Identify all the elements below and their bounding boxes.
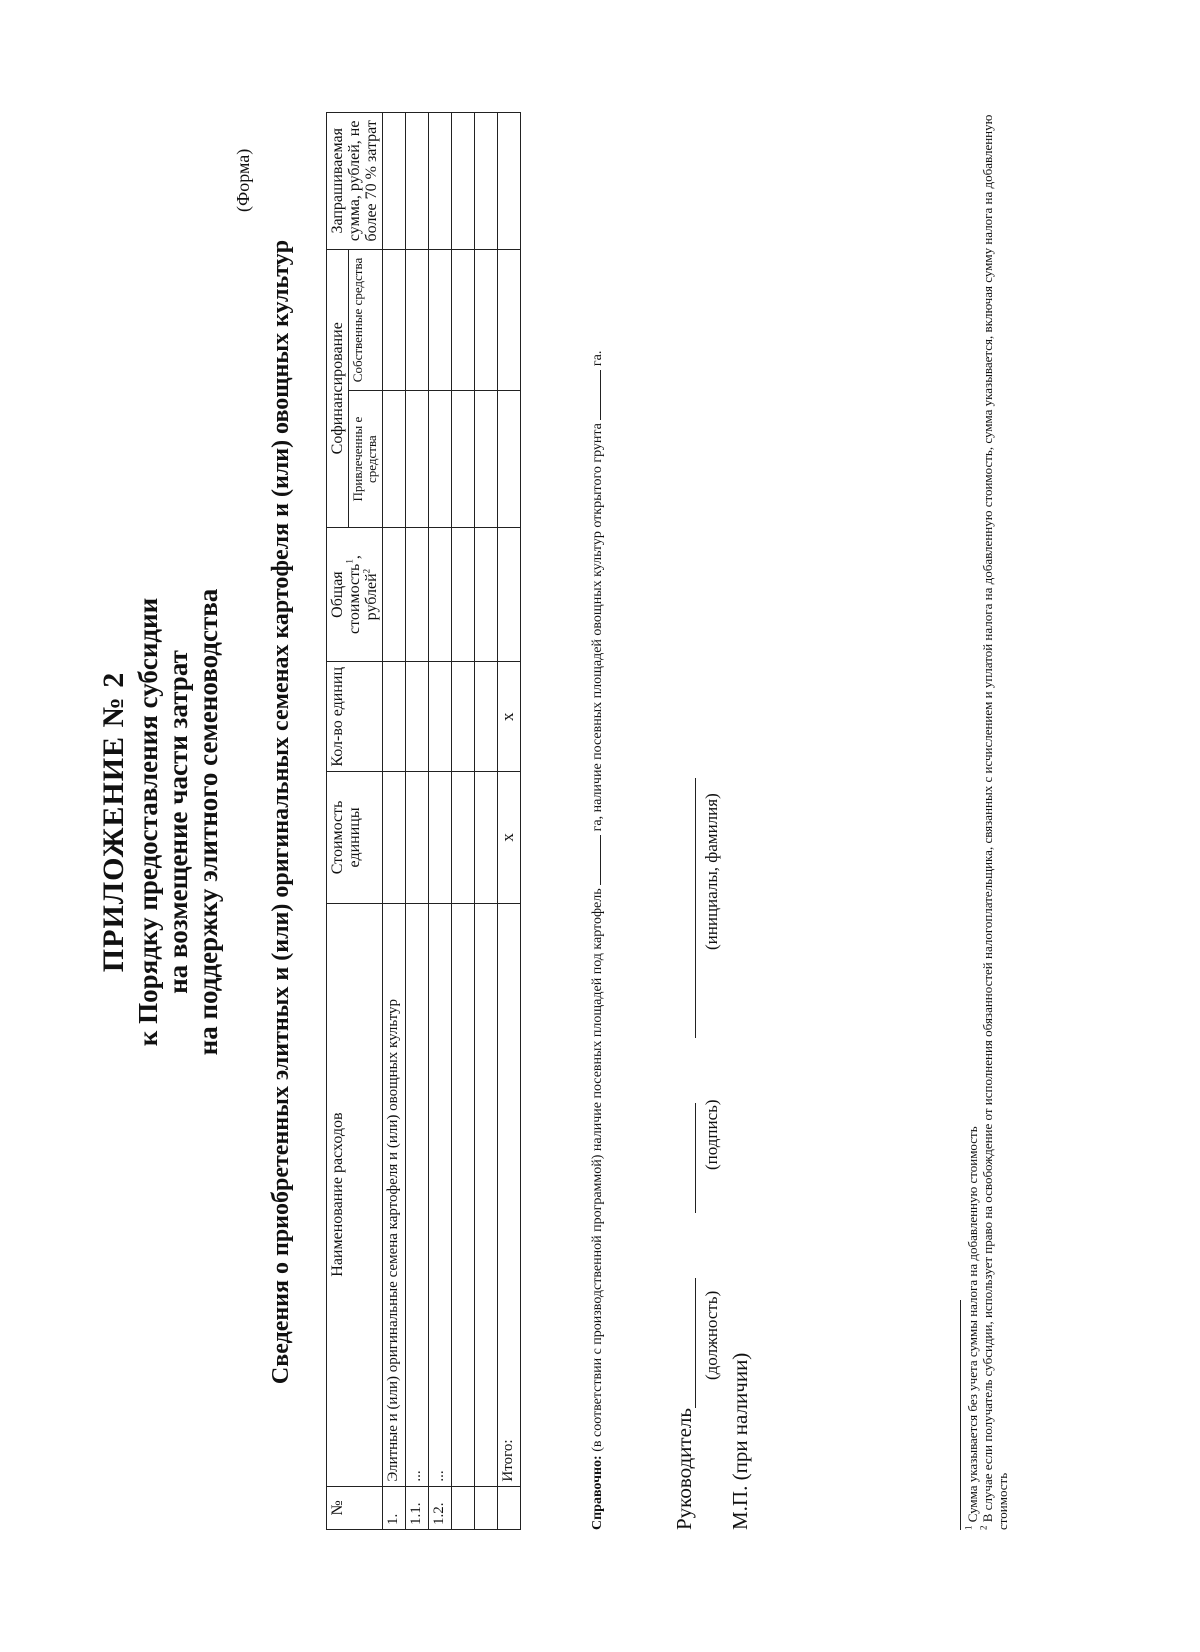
cell (498, 113, 521, 250)
reference-label: Справочно: (590, 1455, 605, 1530)
cell (406, 662, 429, 772)
cell (406, 113, 429, 250)
row-name (475, 903, 498, 1486)
cell (383, 249, 406, 391)
cell (498, 527, 521, 661)
cell (383, 391, 406, 528)
cell (406, 772, 429, 903)
header-total-unit: рублей (363, 573, 380, 621)
header-line-3: на поддержку элитного семеноводства (193, 588, 223, 1056)
footnotes (960, 90, 1010, 1530)
cell (452, 662, 475, 772)
cell (475, 662, 498, 772)
header-cofinancing: Софинансирование (327, 249, 349, 527)
cell (429, 113, 452, 250)
signature-caption: (подпись) (702, 1099, 721, 1170)
signature-head-label: Руководитель (672, 1408, 696, 1530)
footnote-1-text: Сумма указывается без учета суммы налога на добавленную стоимость (965, 1126, 980, 1523)
header-num: № (327, 1486, 383, 1529)
vegetable-area-field[interactable] (588, 370, 601, 420)
row-num: 1.2. (429, 1486, 452, 1529)
header-total: Общая стоимость$^1$, рублей$^2$ (327, 527, 383, 661)
header-requested: Запрашиваемая сумма, рублей, не более 70 % затрат (327, 113, 383, 250)
row-name: Элитные и (или) оригинальные семена картофеля и (или) овощных культур (383, 903, 406, 1486)
cell (406, 249, 429, 391)
cell (406, 391, 429, 528)
cell (475, 391, 498, 528)
cell (498, 249, 521, 391)
cell (475, 772, 498, 903)
cell (452, 527, 475, 661)
table-row (429, 113, 452, 1530)
stamp-label: М.П. (при наличии) (728, 1352, 752, 1530)
cell (383, 113, 406, 250)
reference-note (588, 110, 606, 1530)
cell (452, 391, 475, 528)
row-num: 1. (383, 1486, 406, 1529)
total-unit-price: х (498, 772, 521, 903)
section-title: Сведения о приобретенных элитных и (или) оригинальных семенах картофеля и (или) овощных культур (268, 239, 294, 1385)
table-row (383, 113, 406, 1530)
position-field[interactable] (677, 1278, 696, 1408)
cell (452, 772, 475, 903)
cell (383, 527, 406, 661)
reference-text-2: га, наличие посевных площадей овощных культур открытого грунта (590, 423, 605, 832)
header-attracted: Привлеченны е средства (349, 391, 383, 528)
table-row (406, 113, 429, 1530)
document-header (95, 372, 223, 1272)
row-name: ... (406, 903, 429, 1486)
header-line-2: на возмещение части затрат (163, 650, 193, 994)
footnote-2-text: В случае если получатель субсидии, использует право на освобождение от исполнения обязанностей налогоплательщика, связанных с исчислением и уплатой налога на добавленную стоимость, сумма указывается, включая сумму налога на добавленную стоимость (980, 114, 1010, 1530)
header-own: Собственные средства (349, 249, 383, 391)
reference-text-3: га. (590, 350, 605, 367)
header-unit-price: Стоимость единицы (327, 772, 383, 903)
cell (383, 662, 406, 772)
cell (452, 113, 475, 250)
table-row (475, 113, 498, 1530)
cell (452, 249, 475, 391)
total-row (498, 113, 521, 1530)
footnote-1: $^1$ Сумма указывается без учета суммы налога на добавленную стоимость (963, 1126, 980, 1530)
cell (406, 527, 429, 661)
cell (429, 249, 452, 391)
name-field[interactable] (677, 778, 696, 1038)
table-header-row (327, 113, 349, 1530)
cell (429, 391, 452, 528)
row-num: 1.1. (406, 1486, 429, 1529)
cell (429, 662, 452, 772)
form-mark: (Форма) (233, 148, 253, 212)
cell (475, 113, 498, 250)
footnote-2: $^2$ В случае если получатель субсидии, использует право на освобождение от исполнения обязанностей налогоплательщика, связанных с исчислением и уплатой налога на добавленную стоимость, сумма указывается, включая сумму налога на добавленную стоимость (978, 114, 1010, 1530)
potato-area-field[interactable] (588, 835, 601, 885)
cell (429, 772, 452, 903)
name-caption: (инициалы, фамилия) (702, 793, 721, 950)
cell (475, 249, 498, 391)
row-num (452, 1486, 475, 1529)
header-name: Наименование расходов (327, 903, 383, 1486)
costs-table (326, 112, 521, 1530)
total-label: Итого: (498, 903, 521, 1486)
signature-block (672, 630, 752, 1530)
header-line-1: к Порядку предоставления субсидии (133, 597, 163, 1047)
cell (475, 527, 498, 661)
cell (498, 391, 521, 528)
cell (498, 1486, 521, 1529)
reference-text-1: (в соответствии с производственной программой) наличие посевных площадей под картофель (590, 888, 605, 1452)
row-name: ... (429, 903, 452, 1486)
appendix-title: ПРИЛОЖЕНИЕ № 2 (97, 671, 130, 973)
total-qty: х (498, 662, 521, 772)
header-total-label: Общая стоимость (329, 563, 363, 634)
row-name (452, 903, 475, 1486)
table-row (452, 113, 475, 1530)
header-qty: Кол-во единиц (327, 662, 383, 772)
position-caption: (должность) (702, 1290, 721, 1380)
signature-field[interactable] (677, 1103, 696, 1213)
cell (383, 772, 406, 903)
cell (429, 527, 452, 661)
row-num (475, 1486, 498, 1529)
footnote-rule (960, 1300, 961, 1530)
